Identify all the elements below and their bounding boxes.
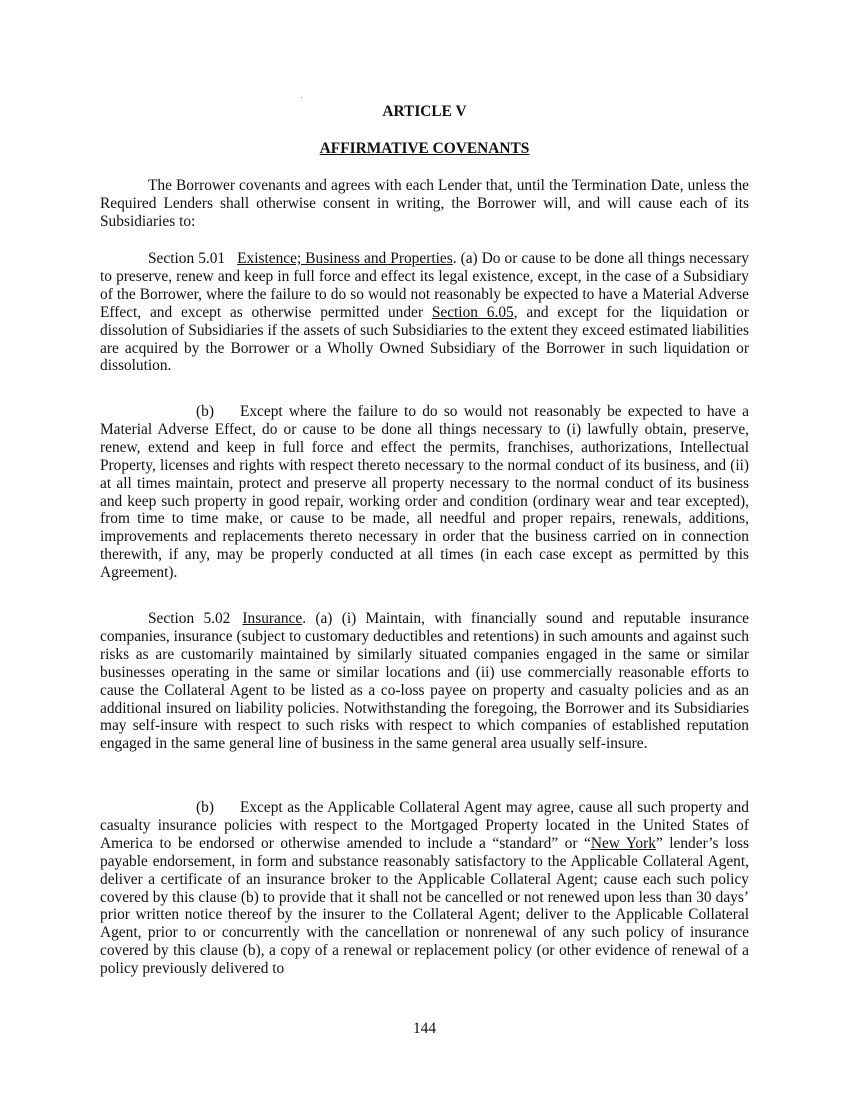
underlined-term: New York (590, 834, 656, 852)
intro-paragraph: The Borrower covenants and agrees with each Lender that, until the Termination Date, unless the Required Lenders shall otherwise consent in writing, the Borrower will, and will cause each of its Subsidiaries to: (100, 177, 749, 230)
article-title (100, 140, 749, 158)
section-5-01-b-paragraph (100, 403, 749, 582)
section-number: Section 5.01 (148, 250, 226, 267)
section-5-02-b-paragraph (100, 799, 749, 978)
section-heading: Insurance (242, 610, 303, 627)
clause-text: ” lender’s loss payable endorsement, in form and substance reasonably satisfactory to the Applicable Collateral Agent, deliver a certificate of an insurance broker to the Applicable Collateral Agent; cause each such policy covered by this clause (b) to provide that it shall not be cancelled or not renewed upon less than 30 days’ prior written notice thereof by the insurer to the Collateral Agent; deliver to the Applicable Collateral Agent, prior to or concurrently with the cancellation or nonrenewal of any such policy of insurance covered by this clause (b), a copy of a renewal or replacement policy (or other evidence of renewal of a policy previously delivered to (100, 834, 749, 978)
clause-label: (b) (196, 799, 214, 816)
article-title-text: AFFIRMATIVE COVENANTS (319, 140, 530, 157)
scan-speck (301, 97, 302, 98)
section-5-02-a-paragraph (100, 610, 749, 753)
section-heading: Existence; Business and Properties (237, 250, 453, 267)
section-number: Section 5.02 (148, 610, 231, 627)
section-text: . (a) Do or cause to be done all things necessary to preserve, renew and keep in full force and effect its legal existence, except, in the case of a Subsidiary of the Borrower, where the failure to do so would not reasonably be expected to have a Material Adverse Effect, and except as otherwise permitted under (100, 250, 749, 321)
section-text: , and except for the liquidation or dissolution of Subsidiaries if the assets of such Subsidiaries to the extent they exceed estimated liabilities are acquired by the Borrower or a Wholly Owned Subsidiary of the Borrower in such liquidation or dissolution. (100, 303, 749, 375)
clause-text: Except where the failure to do so would not reasonably be expected to have a Material Adverse Effect, do or cause to be done all things necessary to (i) lawfully obtain, preserve, renew, extend and keep in full force and effect the permits, franchises, authorizations, Intellectual Property, licenses and rights with respect thereto necessary to the normal conduct of its business, and (ii) at all times maintain, protect and preserve all property necessary to the normal conduct of its business and keep such property in good repair, working order and condition (ordinary wear and tear excepted), from time to time make, or cause to be made, all needful and proper repairs, renewals, additions, improvements and replacements thereto necessary in order that the business carried on in connection therewith, if any, may be properly conducted at all times (in each case except as permitted by this Agreement). (100, 403, 749, 582)
clause-text: Except as the Applicable Collateral Agent may agree, cause all such property and casualty insurance policies with respect to the Mortgaged Property located in the United States of America to be endorsed or otherwise amended to include a “standard” or “ (100, 799, 749, 852)
article-number: ARTICLE V (382, 103, 467, 120)
page-number: 144 (412, 1020, 437, 1037)
cross-reference: Section 6.05 (431, 303, 514, 321)
clause-label: (b) (196, 403, 214, 420)
section-text: . (a) (i) Maintain, with financially sound and reputable insurance companies, insurance (subject to customary deductibles and retentions) in such amounts and against such risks as are customarily maintained by similarly situated companies engaged in the same or similar businesses operating in the same or similar locations and (ii) use commercially reasonable efforts to cause the Collateral Agent to be listed as a co-loss payee on property and casualty policies and as an additional insured on liability policies. Notwithstanding the foregoing, the Borrower and its Subsidiaries may self-insure with respect to such risks with respect to which companies of established reputation engaged in the same general line of business in the same general area usually self-insure. (100, 610, 750, 753)
section-5-01-a-paragraph (100, 250, 749, 375)
